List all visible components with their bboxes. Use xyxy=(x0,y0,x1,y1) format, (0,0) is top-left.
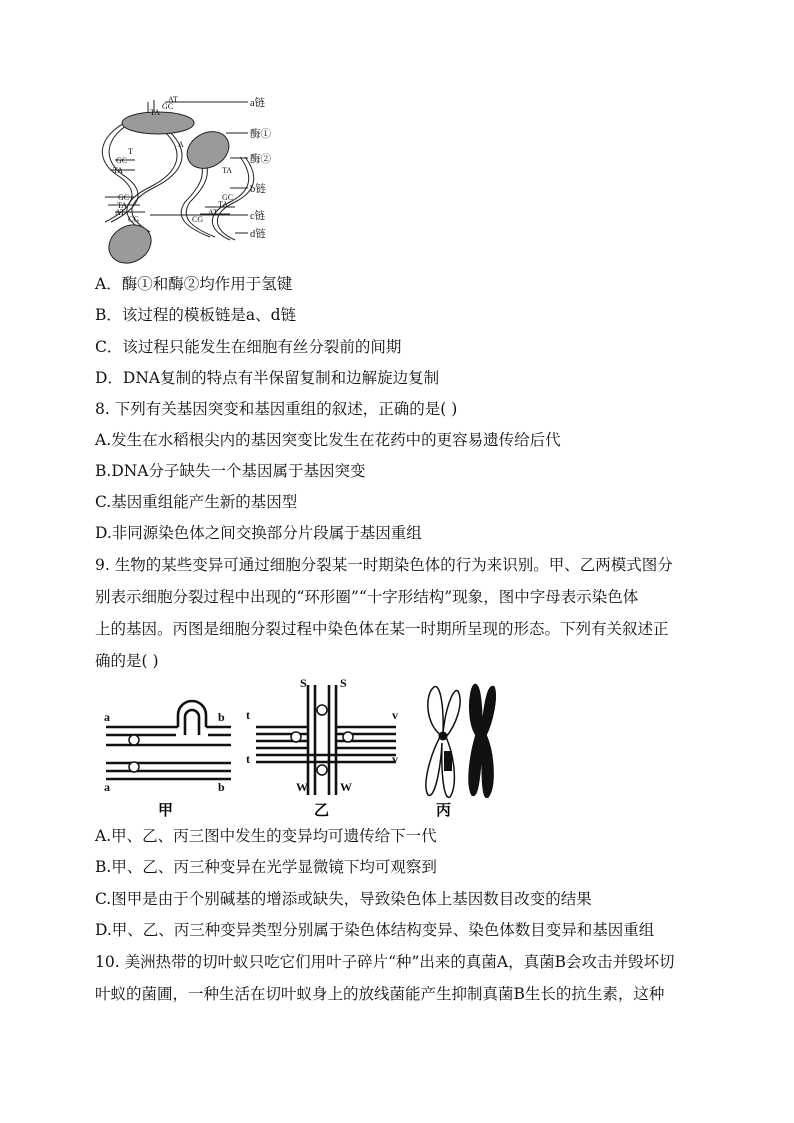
label-enzyme1: 酶① xyxy=(250,129,271,140)
base-label: A xyxy=(178,140,184,149)
chromosome-dark xyxy=(469,685,495,798)
gene-label: S xyxy=(340,676,347,690)
q7-option-a: A．酶①和酶②均作用于氢键 xyxy=(95,275,293,293)
q9-option-d: D.甲、乙、丙三种变异类型分别属于染色体结构变异、染色体数目变异和基因重组 xyxy=(95,921,655,939)
gene-label: v xyxy=(392,708,398,722)
figure-jia xyxy=(104,701,231,819)
base-label: AT xyxy=(208,208,218,217)
centromere xyxy=(129,735,139,745)
gene-label: b xyxy=(218,780,225,794)
q9-stem-line: 别表示细胞分裂过程中出现的“环形圈”“十字形结构”现象，图中字母表示染色体 xyxy=(95,588,639,606)
label-enzyme2: 酶② xyxy=(250,154,271,165)
label-c-chain: c链 xyxy=(250,211,266,222)
q8-stem: 8. 下列有关基因突变和基因重组的叙述，正确的是( ) xyxy=(95,400,458,418)
base-label: GC xyxy=(162,102,174,111)
q9-option-b: B.甲、乙、丙三种变异在光学显微镜下均可观察到 xyxy=(95,858,437,876)
q8-option-d: D.非同源染色体之间交换部分片段属于基因重组 xyxy=(95,524,422,542)
chromosome-light xyxy=(426,687,460,798)
gene-label: a xyxy=(104,780,110,794)
figure-bing xyxy=(426,685,495,819)
base-label: T xyxy=(128,147,133,156)
enzyme-blob-bottom xyxy=(102,217,158,270)
gene-label: b xyxy=(218,710,225,724)
centromere xyxy=(317,765,327,775)
q7-option-d: D．DNA复制的特点有半保留复制和边解旋边复制 xyxy=(95,369,440,387)
q9-stem-line: 上的基因。丙图是细胞分裂过程中染色体在某一时期所呈现的形态。下列有关叙述正 xyxy=(95,620,669,638)
q7-option-b: B．该过程的模板链是a、d链 xyxy=(95,306,297,324)
base-label: GC xyxy=(118,193,130,202)
ring-loop xyxy=(178,701,206,727)
gene-label: t xyxy=(246,708,250,722)
caption-yi: 乙 xyxy=(314,803,330,819)
base-label: GC xyxy=(116,156,128,165)
q8-option-c: C.基因重组能产生新的基因型 xyxy=(95,493,298,511)
gene-label: a xyxy=(104,710,110,724)
dna-replication-figure xyxy=(90,92,290,270)
base-label: AT xyxy=(168,95,178,104)
q9-stem-line: 确的是( ) xyxy=(95,652,159,670)
q7-option-c: C．该过程只能发生在细胞有丝分裂前的间期 xyxy=(95,338,402,356)
centromere xyxy=(317,705,327,715)
q8-option-a: A.发生在水稻根尖内的基因突变比发生在花药中的更容易遗传给后代 xyxy=(95,431,561,449)
q10-line: 10. 美洲热带的切叶蚁只吃它们用叶子碎片“种”出来的真菌A，真菌B会攻击并毁坏切 xyxy=(95,953,675,971)
chromosome-variation-figure xyxy=(96,675,496,825)
centromere-dark xyxy=(439,732,448,741)
base-label: TA xyxy=(222,166,233,175)
label-b-chain: b链 xyxy=(250,184,266,195)
q9-option-c: C.图甲是由于个别碱基的增添或缺失，导致染色体上基因数目改变的结果 xyxy=(95,890,592,908)
caption-bing: 丙 xyxy=(436,803,452,819)
figure-yi xyxy=(246,676,398,819)
label-a-chain: a链 xyxy=(250,98,266,109)
base-label: CG xyxy=(192,215,204,224)
gene-label: S xyxy=(300,676,307,690)
base-label: TA xyxy=(218,200,229,209)
q9-stem-line: 9. 生物的某些变异可通过细胞分裂某一时期染色体的行为来识别。甲、乙两模式图分 xyxy=(95,556,673,574)
centromere xyxy=(291,732,301,742)
base-label: TA xyxy=(117,201,128,210)
base-label: CG xyxy=(128,215,140,224)
centromere xyxy=(343,732,353,742)
gene-label: W xyxy=(296,780,308,794)
chromosome-band xyxy=(444,751,452,771)
gene-label: W xyxy=(340,780,352,794)
base-label: TA xyxy=(113,166,124,175)
base-label: AT xyxy=(115,208,125,217)
gene-label: t xyxy=(246,752,250,766)
left-strand-3 xyxy=(132,132,182,232)
base-label: GC xyxy=(222,193,234,202)
gene-label: v xyxy=(392,752,398,766)
centromere xyxy=(129,762,139,772)
label-d-chain: d链 xyxy=(250,229,266,240)
q8-option-b: B.DNA分子缺失一个基因属于基因突变 xyxy=(95,462,366,480)
q10-line: 叶蚁的菌圃，一种生活在切叶蚁身上的放线菌能产生抑制真菌B生长的抗生素，这种 xyxy=(95,985,665,1003)
caption-jia: 甲 xyxy=(158,803,174,819)
q9-option-a: A.甲、乙、丙三图中发生的变异均可遗传给下一代 xyxy=(95,827,437,845)
base-label: TA xyxy=(150,108,161,117)
